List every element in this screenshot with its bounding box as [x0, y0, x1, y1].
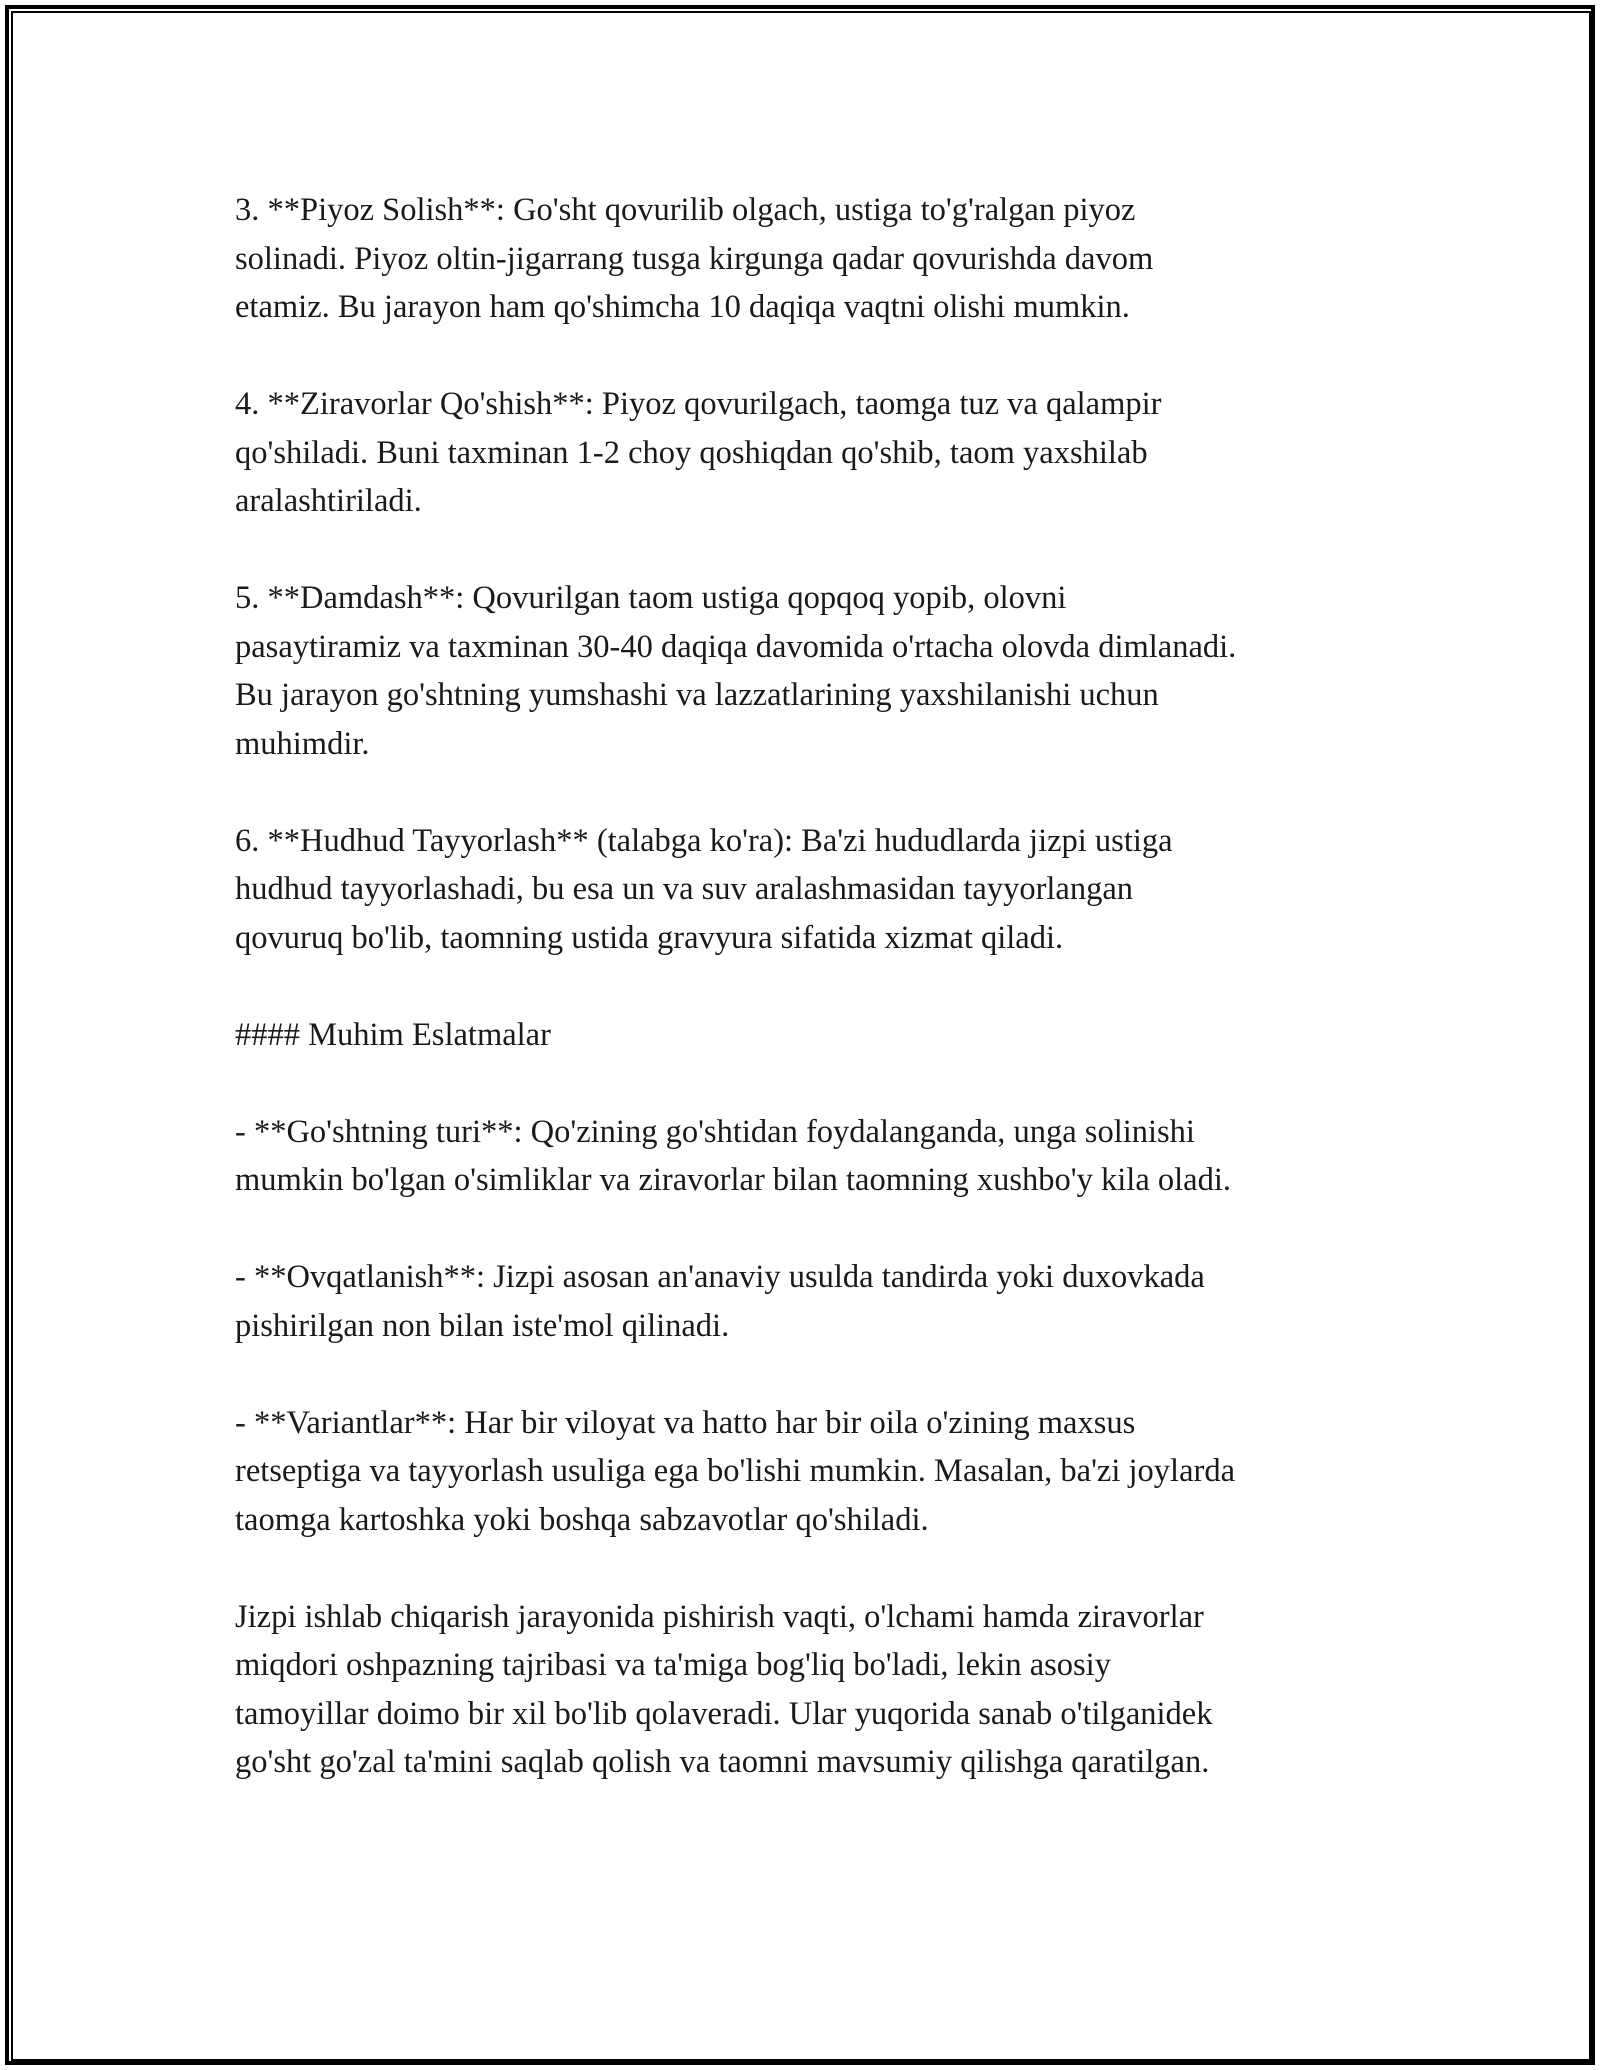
- section-heading: #### Muhim Eslatmalar: [235, 1016, 551, 1053]
- closing-paragraph: Jizpi ishlab chiqarish jarayonida pishirish vaqti, o'lchami hamda ziravorlar miqdori oshpazning tajribasi va ta'miga bog'liq bo'ladi, lekin asosiy tamoyillar doimo bir xil bo'lib qolaveradi. Ular yuqorida sanab o'tilganidek go'sht go'zal ta'mini saqlab qolish va taomni mavsumiy qilishga qaratilgan.: [235, 1598, 1213, 1780]
- document-body: [235, 186, 1385, 1835]
- step-6-paragraph: 6. **Hudhud Tayyorlash** (talabga ko'ra): Ba'zi hududlarda jizpi ustiga hudhud tayyorlashadi, bu esa un va suv aralashmasidan tayyorlangan qovuruq bo'lib, taomning ustida gravyura sifatida xizmat qiladi.: [235, 822, 1173, 956]
- note-variants: - **Variantlar**: Har bir viloyat va hatto har bir oila o'zining maxsus retseptiga va tayyorlash usuliga ega bo'lishi mumkin. Masalan, ba'zi joylarda taomga kartoshka yoki boshqa sabzavotlar qo'shiladi.: [235, 1404, 1235, 1538]
- note-serving: - **Ovqatlanish**: Jizpi asosan an'anaviy usulda tandirda yoki duxovkada pishirilgan non bilan iste'mol qilinadi.: [235, 1259, 1205, 1344]
- step-4-paragraph: 4. **Ziravorlar Qo'shish**: Piyoz qovurilgach, taomga tuz va qalampir qo'shiladi. Buni taxminan 1-2 choy qoshiqdan qo'shib, taom yaxshilab aralashtiriladi.: [235, 386, 1162, 519]
- step-5-paragraph: 5. **Damdash**: Qovurilgan taom ustiga qopqoq yopib, olovni pasaytiramiz va taxminan 30-40 daqiqa davomida o'rtacha olovda dimlanadi. Bu jarayon go'shtning yumshashi va lazzatlarining yaxshilanishi uchun muhimdir.: [235, 580, 1237, 762]
- note-meat-type: - **Go'shtning turi**: Qo'zining go'shtidan foydalanganda, unga solinishi mumkin bo'lgan o'simliklar va ziravorlar bilan taomning xushbo'y kila oladi.: [235, 1113, 1231, 1198]
- step-3-paragraph: 3. **Piyoz Solish**: Go'sht qovurilib olgach, ustiga to'g'ralgan piyoz solinadi. Piyoz oltin-jigarrang tusga kirgunga qadar qovurishda davom etamiz. Bu jarayon ham qo'shimcha 10 daqiqa vaqtni olishi mumkin.: [235, 192, 1154, 325]
